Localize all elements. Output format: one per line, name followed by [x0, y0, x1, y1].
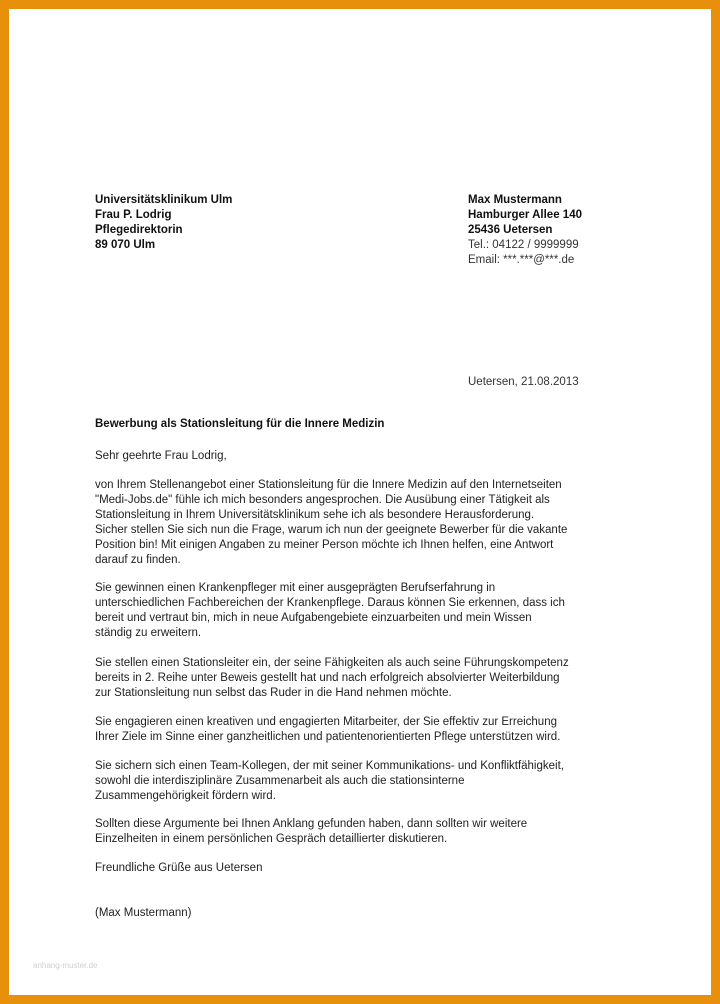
paragraph-line: unterschiedlichen Fachbereichen der Krankenpflege. Daraus können Sie erkennen, dass ich	[95, 597, 565, 609]
body-paragraph	[95, 478, 635, 568]
paragraph-line: Sicher stellen Sie sich nun die Frage, warum ich nun der geeignete Bewerber für die vakante	[95, 524, 568, 536]
letter-date: Uetersen, 21.08.2013	[468, 376, 579, 388]
body-paragraph	[95, 759, 635, 804]
paragraph-line: sowohl die interdisziplinäre Zusammenarbeit als auch die stationsinterne	[95, 775, 465, 787]
recipient-line: Pflegedirektorin	[95, 224, 183, 236]
paragraph-line: von Ihrem Stellenangebot einer Stationsleitung für die Innere Medizin auf den Internetseiten	[95, 479, 562, 491]
recipient-address	[95, 193, 232, 253]
paragraph-line: Einzelheiten in einem persönlichen Gespräch detaillierter diskutieren.	[95, 833, 448, 845]
body-paragraph	[95, 715, 635, 745]
paragraph-line: bereits in 2. Reihe unter Beweis gestellt hat und nach erfolgreich absolvierter Weiterbildung	[95, 672, 560, 684]
sender-name: Max Mustermann	[468, 194, 562, 206]
paragraph-line: Ihrer Ziele im Sinne einer ganzheitlichen und patientenorientierten Pflege unterstützen wird.	[95, 731, 561, 743]
paragraph-line: Zusammengehörigkeit fördern wird.	[95, 790, 276, 802]
paragraph-line: Sollten diese Argumente bei Ihnen Anklang gefunden haben, dann sollten wir weitere	[95, 818, 528, 830]
paragraph-line: zur Stationsleitung nun selbst das Ruder in die Hand nehmen möchte.	[95, 687, 452, 699]
sender-city: 25436 Uetersen	[468, 224, 553, 236]
paragraph-line: bereit und vertraut bin, mich in neue Aufgabengebiete einzuarbeiten und mein Wissen	[95, 612, 532, 624]
paragraph-line: Sie gewinnen einen Krankenpfleger mit einer ausgeprägten Berufserfahrung in	[95, 582, 496, 594]
watermark: anhang-muster.de	[33, 961, 98, 970]
letter-subject: Bewerbung als Stationsleitung für die Innere Medizin	[95, 418, 385, 430]
recipient-line: 89 070 Ulm	[95, 239, 156, 251]
paragraph-line: ständig zu erweitern.	[95, 627, 202, 639]
closing-line: Freundliche Grüße aus Uetersen	[95, 862, 263, 874]
sender-phone: Tel.: 04122 / 9999999	[468, 239, 579, 251]
recipient-line: Frau P. Lodrig	[95, 209, 172, 221]
paragraph-line: Sie engagieren einen kreativen und engagierten Mitarbeiter, der Sie effektiv zur Erreichung	[95, 716, 557, 728]
salutation: Sehr geehrte Frau Lodrig,	[95, 450, 227, 462]
body-paragraph	[95, 817, 635, 847]
sender-email: Email: ***.***@***.de	[468, 254, 575, 266]
paragraph-line: Stationsleitung in Ihrem Universitätsklinikum sehe ich als besondere Herausforderung.	[95, 509, 535, 521]
sender-street: Hamburger Allee 140	[468, 209, 582, 221]
sender-address	[468, 193, 582, 268]
paragraph-line: Sie stellen einen Stationsleiter ein, der seine Fähigkeiten als auch seine Führungskompetenz	[95, 657, 569, 669]
letter-page	[9, 9, 711, 995]
paragraph-line: Position bin! Mit einigen Angaben zu meiner Person möchte ich Ihnen helfen, eine Antwort	[95, 539, 554, 551]
recipient-line: Universitätsklinikum Ulm	[95, 194, 233, 206]
paragraph-line: "Medi-Jobs.de" fühle ich mich besonders angesprochen. Die Ausübung einer Tätigkeit als	[95, 494, 550, 506]
paragraph-line: darauf zu finden.	[95, 554, 181, 566]
signature: (Max Mustermann)	[95, 907, 192, 919]
body-paragraph	[95, 581, 635, 641]
body-paragraph	[95, 656, 635, 701]
paragraph-line: Sie sichern sich einen Team-Kollegen, der mit seiner Kommunikations- und Konfliktfähigkeit,	[95, 760, 564, 772]
